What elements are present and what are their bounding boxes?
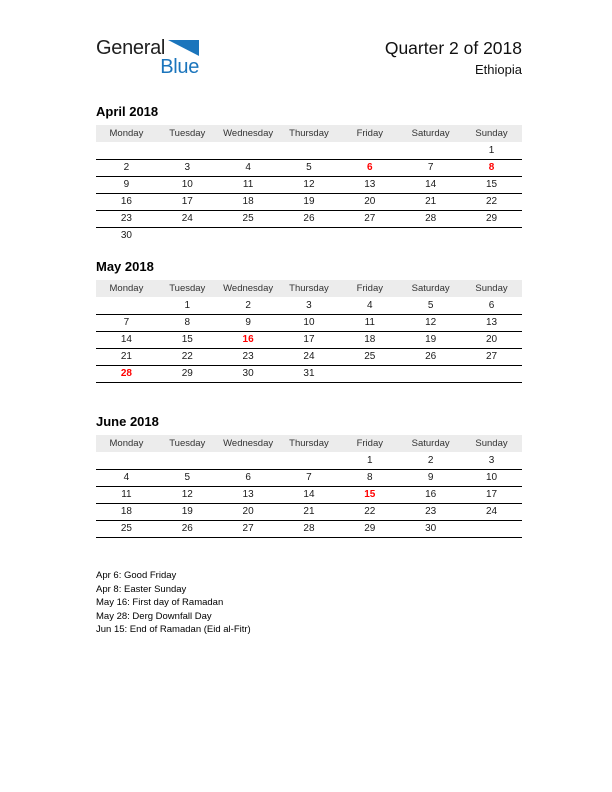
day-cell: 30 <box>96 227 157 244</box>
weekday-header-friday: Friday <box>339 435 400 452</box>
day-cell: 20 <box>339 193 400 210</box>
day-cell: 25 <box>218 210 279 227</box>
day-cell: 7 <box>400 159 461 176</box>
day-cell: 30 <box>400 520 461 537</box>
week-row <box>96 331 522 348</box>
month-calendar-table <box>96 435 522 554</box>
day-cell: 29 <box>461 210 522 227</box>
day-cell: 10 <box>279 314 340 331</box>
day-cell: 22 <box>461 193 522 210</box>
day-cell: 6 <box>488 299 495 311</box>
day-cell-empty <box>96 297 157 314</box>
day-cell: 23 <box>96 210 157 227</box>
week-row <box>96 452 522 469</box>
day-cell-empty <box>218 382 279 399</box>
day-cell-empty <box>461 537 522 554</box>
day-cell: 1 <box>184 299 191 311</box>
weekday-header-thursday: Thursday <box>279 280 340 297</box>
day-cell: 22 <box>157 348 218 365</box>
week-row <box>96 348 522 365</box>
day-cell: 5 <box>427 299 434 311</box>
day-cell: 15 <box>461 176 522 193</box>
day-cell: 6 <box>218 469 279 486</box>
holiday-item: Apr 6: Good Friday <box>96 570 177 581</box>
day-cell: 17 <box>157 193 218 210</box>
day-cell: 12 <box>279 176 340 193</box>
day-cell: 8 <box>157 314 218 331</box>
day-cell: 14 <box>96 331 157 348</box>
day-cell: 22 <box>339 503 400 520</box>
day-cell: 4 <box>367 299 373 311</box>
month-title: May 2018 <box>96 259 154 274</box>
week-row <box>96 365 522 382</box>
page-header <box>96 38 522 78</box>
day-cell-empty <box>218 452 279 469</box>
day-cell: 19 <box>279 193 340 210</box>
holiday-item: Apr 8: Easter Sunday <box>96 583 187 595</box>
day-cell: 10 <box>461 469 522 486</box>
week-row <box>96 314 522 331</box>
day-cell: 12 <box>400 314 461 331</box>
day-cell-empty <box>461 365 522 382</box>
day-cell-empty <box>218 537 279 554</box>
weekday-header-row <box>96 435 522 452</box>
logo-text-general: General <box>96 37 166 59</box>
day-cell-empty <box>339 382 400 399</box>
day-cell: 21 <box>96 348 157 365</box>
day-cell: 31 <box>279 365 340 382</box>
weekday-header-sunday: Sunday <box>461 435 522 452</box>
day-cell: 20 <box>461 331 522 348</box>
day-cell-empty <box>339 365 400 382</box>
day-cell: 5 <box>279 159 340 176</box>
weekday-header-saturday: Saturday <box>400 125 461 142</box>
weekday-header-sunday: Sunday <box>461 125 522 142</box>
day-cell: 30 <box>218 365 279 382</box>
day-cell: 7 <box>96 314 157 331</box>
weekday-header-saturday: Saturday <box>400 435 461 452</box>
day-cell: 9 <box>400 469 461 486</box>
day-cell: 26 <box>157 520 218 537</box>
day-cell-empty <box>400 382 461 399</box>
week-row <box>96 159 522 176</box>
weekday-header-monday: Monday <box>96 125 157 142</box>
weekday-header-saturday: Saturday <box>400 280 461 297</box>
week-row <box>96 469 522 486</box>
day-cell: 28 <box>279 520 340 537</box>
day-cell: 1 <box>488 144 495 156</box>
day-cell: 12 <box>157 486 218 503</box>
day-cell: 28 <box>400 210 461 227</box>
week-row <box>96 486 522 503</box>
day-cell-empty <box>279 382 340 399</box>
day-cell: 1 <box>367 454 373 466</box>
day-cell: 16 <box>96 193 157 210</box>
logo-triangle-icon <box>168 40 199 56</box>
day-cell-empty <box>339 537 400 554</box>
day-cell: 26 <box>400 348 461 365</box>
day-cell: 11 <box>218 176 279 193</box>
holiday-date-cell: 6 <box>339 159 400 176</box>
day-cell-empty <box>218 142 279 159</box>
title-block <box>385 38 522 78</box>
day-cell: 25 <box>339 348 400 365</box>
day-cell-empty <box>400 227 461 244</box>
day-cell: 4 <box>96 469 157 486</box>
day-cell: 23 <box>218 348 279 365</box>
day-cell-empty <box>339 142 400 159</box>
holiday-item: Jun 15: End of Ramadan (Eid al-Fitr) <box>96 624 251 635</box>
week-row <box>96 503 522 520</box>
holiday-date-cell: 8 <box>461 159 522 176</box>
day-cell: 18 <box>96 503 157 520</box>
week-row <box>96 193 522 210</box>
day-cell-empty <box>157 227 218 244</box>
day-cell: 13 <box>461 314 522 331</box>
day-cell-empty <box>218 227 279 244</box>
week-row <box>96 537 522 554</box>
day-cell-empty <box>400 142 461 159</box>
day-cell: 14 <box>400 176 461 193</box>
day-cell-empty <box>157 537 218 554</box>
week-row <box>96 227 522 244</box>
day-cell: 20 <box>218 503 279 520</box>
holiday-list <box>96 569 522 637</box>
day-cell-empty <box>400 365 461 382</box>
weekday-header-monday: Monday <box>96 280 157 297</box>
day-cell: 15 <box>157 331 218 348</box>
weekday-header-tuesday: Tuesday <box>157 125 218 142</box>
day-cell-empty <box>279 142 340 159</box>
day-cell: 18 <box>339 331 400 348</box>
weekday-header-friday: Friday <box>339 280 400 297</box>
day-cell-empty <box>96 452 157 469</box>
day-cell: 19 <box>157 503 218 520</box>
day-cell: 24 <box>279 348 340 365</box>
week-row <box>96 297 522 314</box>
week-row <box>96 210 522 227</box>
day-cell-empty <box>96 537 157 554</box>
day-cell: 24 <box>157 210 218 227</box>
month-calendar-table <box>96 125 522 244</box>
day-cell: 9 <box>96 176 157 193</box>
day-cell: 26 <box>279 210 340 227</box>
day-cell: 3 <box>157 159 218 176</box>
month-section-may-2018 <box>96 259 522 399</box>
day-cell: 17 <box>279 331 340 348</box>
day-cell: 16 <box>400 486 461 503</box>
day-cell-empty <box>279 537 340 554</box>
day-cell: 3 <box>306 299 312 311</box>
day-cell: 27 <box>218 520 279 537</box>
month-section-april-2018 <box>96 104 522 244</box>
weekday-header-friday: Friday <box>339 125 400 142</box>
month-title: April 2018 <box>96 104 159 119</box>
region-subtitle: Ethiopia <box>475 62 522 77</box>
day-cell: 13 <box>218 486 279 503</box>
week-row <box>96 382 522 399</box>
day-cell: 19 <box>400 331 461 348</box>
day-cell: 21 <box>279 503 340 520</box>
day-cell: 4 <box>218 159 279 176</box>
month-calendar-table <box>96 280 522 399</box>
day-cell-empty <box>279 227 340 244</box>
logo-line1 <box>96 38 199 58</box>
month-title: June 2018 <box>96 414 159 429</box>
day-cell-empty <box>96 382 157 399</box>
day-cell: 29 <box>157 365 218 382</box>
day-cell: 23 <box>400 503 461 520</box>
holiday-date-cell: 16 <box>218 331 279 348</box>
day-cell: 11 <box>339 314 400 331</box>
day-cell: 17 <box>461 486 522 503</box>
day-cell-empty <box>157 382 218 399</box>
day-cell: 10 <box>157 176 218 193</box>
day-cell: 9 <box>218 314 279 331</box>
weekday-header-tuesday: Tuesday <box>157 435 218 452</box>
day-cell: 11 <box>96 486 157 503</box>
weekday-header-thursday: Thursday <box>279 125 340 142</box>
week-row <box>96 142 522 159</box>
day-cell-empty <box>157 142 218 159</box>
page-title: Quarter 2 of 2018 <box>384 38 522 58</box>
day-cell: 8 <box>339 469 400 486</box>
general-blue-logo <box>96 38 199 76</box>
day-cell-empty <box>461 382 522 399</box>
page-content <box>96 38 522 637</box>
day-cell-empty <box>461 227 522 244</box>
day-cell-empty <box>339 227 400 244</box>
day-cell: 5 <box>157 469 218 486</box>
day-cell: 2 <box>245 299 251 311</box>
weekday-header-sunday: Sunday <box>461 280 522 297</box>
day-cell: 14 <box>279 486 340 503</box>
day-cell-empty <box>400 537 461 554</box>
day-cell: 2 <box>96 159 157 176</box>
weekday-header-monday: Monday <box>96 435 157 452</box>
day-cell: 3 <box>488 454 495 466</box>
day-cell: 18 <box>218 193 279 210</box>
day-cell: 29 <box>339 520 400 537</box>
day-cell: 27 <box>339 210 400 227</box>
day-cell-empty <box>279 452 340 469</box>
day-cell: 25 <box>96 520 157 537</box>
week-row <box>96 520 522 537</box>
weekday-header-wednesday: Wednesday <box>218 435 279 452</box>
weekday-header-row <box>96 280 522 297</box>
day-cell: 24 <box>461 503 522 520</box>
months-container <box>96 104 522 554</box>
weekday-header-tuesday: Tuesday <box>157 280 218 297</box>
holiday-date-cell: 15 <box>339 486 400 503</box>
day-cell: 13 <box>339 176 400 193</box>
day-cell: 2 <box>427 454 434 466</box>
weekday-header-thursday: Thursday <box>279 435 340 452</box>
day-cell: 27 <box>461 348 522 365</box>
weekday-header-row <box>96 125 522 142</box>
day-cell: 21 <box>400 193 461 210</box>
holiday-date-cell: 28 <box>96 365 157 382</box>
day-cell-empty <box>461 520 522 537</box>
day-cell-empty <box>96 142 157 159</box>
weekday-header-wednesday: Wednesday <box>218 125 279 142</box>
week-row <box>96 176 522 193</box>
holiday-item: May 16: First day of Ramadan <box>96 597 224 608</box>
logo-text-blue: Blue <box>160 56 200 78</box>
day-cell-empty <box>157 452 218 469</box>
holiday-item: May 28: Derg Downfall Day <box>96 610 212 622</box>
day-cell: 7 <box>279 469 340 486</box>
weekday-header-wednesday: Wednesday <box>218 280 279 297</box>
month-section-june-2018 <box>96 414 522 554</box>
